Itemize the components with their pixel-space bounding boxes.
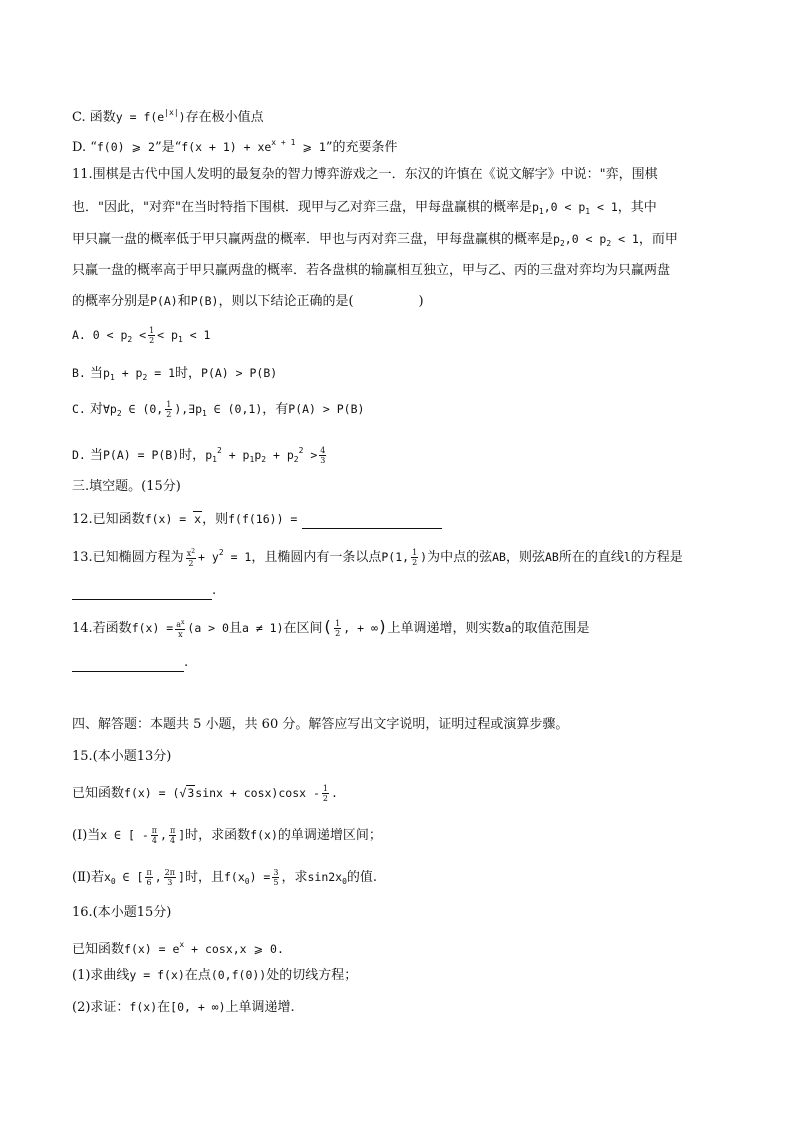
q11-line-3: 甲只赢一盘的概率低于甲只赢两盘的概率．甲也与丙对弈三盘，甲每盘赢棋的概率是$p_2,0 < p_2 < 1$，而甲 xyxy=(72,232,678,248)
q11-option-a: A. $0 < p_2$ < $\frac{1}{2}$ < $p_1 < 1$ xyxy=(72,326,211,345)
q11-line-4: 只赢一盘的概率高于甲只赢两盘的概率．若各盘棋的输赢相互独立，甲与乙、丙的三盘对弈均为只赢两盘 xyxy=(72,263,671,278)
option-d-line: D. “f(0) ⩾ 2”是“$f(x + 1) + xe^{x + 1}$ ⩾ 1”的充要条件 xyxy=(72,138,398,155)
q15-part-2: (Ⅱ)若$x_0$ ∈ [ $\frac{\pi}{6}$ , $\frac{2\pi}{3}$ ]时，且$f(x_0)$ = $\frac{3}{5}$ ，求$\sin 2x_0$的值. xyxy=(72,868,378,887)
q14-line-2: . xyxy=(72,654,188,672)
q15-part-1: (Ⅰ)当x ∈ [ - $\frac{\pi}{4}$ , $\frac{\pi}{4}$ ]时，求函数f(x)的单调递增区间； xyxy=(72,826,382,845)
q13-line-2: . xyxy=(72,582,216,600)
section-fill-in-title: 三.填空题。(15分) xyxy=(72,479,181,494)
q11-line-1: 11.围棋是古代中国人发明的最复杂的智力博弈游戏之一．东汉的许慎在《说文解字》中说："弈，围棋 xyxy=(72,167,658,182)
section-answer-title: 四、解答题：本题共 5 小题，共 60 分。解答应写出文字说明，证明过程或演算步骤。 xyxy=(72,717,569,732)
option-c-line: C. 函数$y = f(e^{|x|})$存在极小值点 xyxy=(72,108,264,125)
answer-blank[interactable] xyxy=(72,657,184,672)
q16-stem: 已知函数$f(x) = e^x + \cos x,x$ ⩾ 0. xyxy=(72,940,284,957)
q15-title: 15.(本小题13分) xyxy=(72,749,172,764)
q11-line-2: 也．"因此，"对弈"在当时特指下围棋．现甲与乙对弈三盘，甲每盘赢棋的概率是$p_1,0 < p_1 < 1$，其中 xyxy=(72,200,657,216)
q16-part-2: (2)求证：f(x)在[0, + ∞)上单调递增. xyxy=(72,1000,295,1015)
q11-option-d: D. 当P(A) = P(B)时，$p_1^2 + p_1p_2 + p_2^2$ > $\frac{4}{3}$ xyxy=(72,446,326,465)
q13-line-1: 13.已知椭圆方程为 $\frac{x^2}{2}$ + $y^2 = 1$，且椭圆内有一条以点P(1, $\frac{1}{2}$ )为中点的弦AB，则弦AB所在的直线l的方程是 xyxy=(72,548,683,568)
q14-line-1: 14.若函数f(x) = $\frac{a^x}{x}$ (a > 0且a ≠ 1)在区间( $\frac{1}{2}$ , + ∞)上单调递增，则实数a的取值范围是 xyxy=(72,617,590,639)
answer-blank[interactable] xyxy=(72,585,212,600)
q11-line-5: 的概率分别是P(A)和P(B)，则以下结论正确的是( ) xyxy=(72,294,424,309)
q15-stem: 已知函数f(x) = (√3sinx + cosx)cosx - $\frac{1}{2}$ . xyxy=(72,784,338,803)
q11-option-c: C. 对$\forall p_2$ ∈ (0, $\frac{1}{2}$ )$,\exists p_1$ ∈ (0,1)，有P(A) > P(B) xyxy=(72,400,365,419)
q11-option-b: B. 当$p_1 + p_2 = 1$时，P(A) > P(B) xyxy=(72,366,278,382)
q12-line: 12.已知函数f(x) = x，则f(f(16)) = xyxy=(72,510,442,529)
q16-title: 16.(本小题15分) xyxy=(72,905,172,920)
q16-part-1: (1)求曲线y = f(x)在点(0,f(0))处的切线方程； xyxy=(72,968,358,983)
answer-blank[interactable] xyxy=(302,514,442,529)
